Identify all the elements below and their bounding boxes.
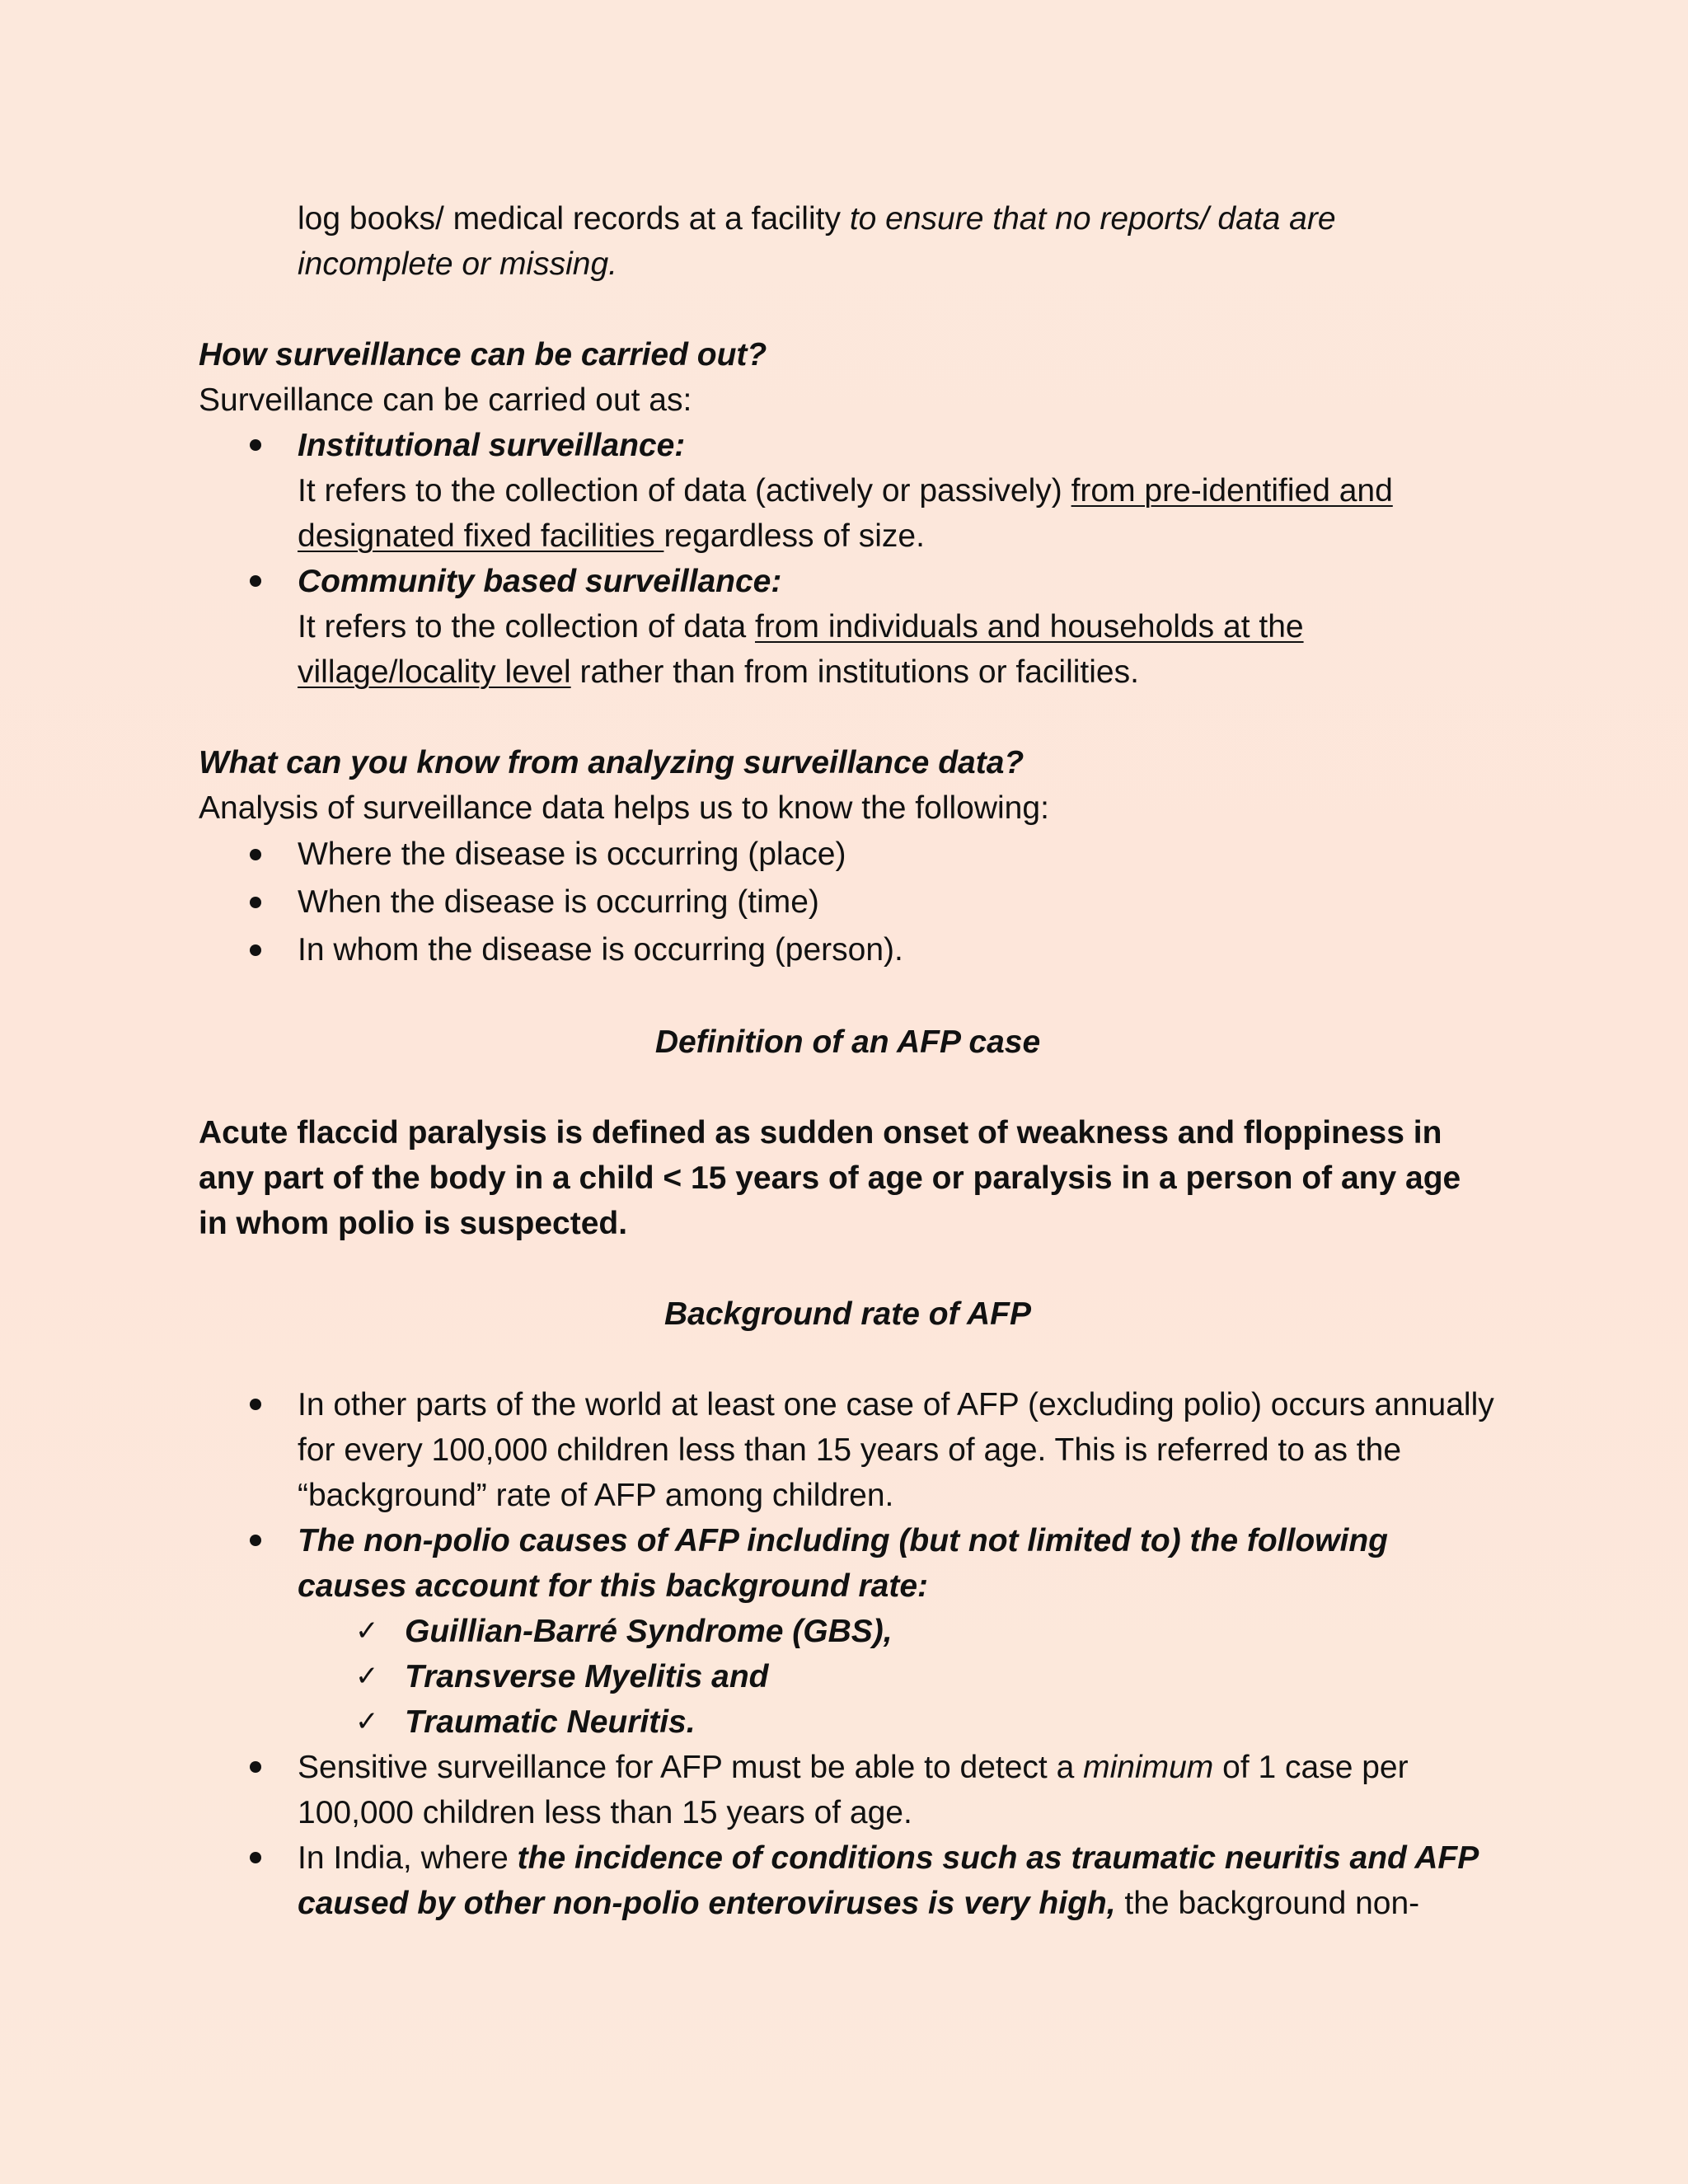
body-text: It refers to the collection of data (actively or passively) (298, 473, 1071, 509)
list-item-text: In India, where (298, 1840, 518, 1876)
list-item-body (298, 604, 1497, 695)
checkmark-icon: ✓ (355, 1705, 379, 1738)
bullet-icon (250, 1761, 261, 1773)
intro-italic-text: to ensure that no reports/ data are incomplete or missing. (298, 201, 1336, 282)
document-content (199, 196, 1497, 1926)
list-item (199, 1382, 1497, 1518)
definition-heading: Definition of an AFP case (654, 1024, 1041, 1060)
bullet-icon (250, 439, 261, 451)
how-list (199, 423, 1497, 695)
analysis-heading: What can you know from analyzing surveillance data? (199, 745, 1025, 780)
list-item (199, 926, 1497, 974)
causes-list (298, 1609, 1497, 1745)
analysis-lead: Analysis of surveillance data helps us to know the following: (199, 790, 1049, 826)
cause-item (298, 1654, 1497, 1699)
cause-text: Traumatic Neuritis. (405, 1704, 696, 1740)
intro-text: log books/ medical records at a facility (298, 201, 850, 237)
analysis-list (199, 831, 1497, 974)
list-item (199, 559, 1497, 695)
list-item-text: The non-polio causes of AFP including (but not limited to) the following causes account for this background rate: (298, 1523, 1388, 1604)
bullet-icon (250, 1399, 261, 1410)
body-text: regardless of size. (663, 518, 925, 554)
cause-text: Transverse Myelitis and (405, 1659, 769, 1694)
bullet-icon (250, 1535, 261, 1546)
cause-item (298, 1699, 1497, 1745)
underlined-text: from individuals and households at the village/locality level (298, 609, 1304, 690)
list-item (199, 1835, 1497, 1926)
definition-text: Acute flaccid paralysis is defined as sudden onset of weakness and floppiness in any part of the body in a child < 15 years of age or paralysis in a person of any age in whom polio is suspected. (199, 1115, 1461, 1241)
body-text: It refers to the collection of data (298, 609, 755, 644)
cause-item (298, 1609, 1497, 1654)
list-item (199, 1745, 1497, 1835)
checkmark-icon: ✓ (355, 1615, 379, 1647)
cause-text: Guillian-Barré Syndrome (GBS), (405, 1614, 893, 1649)
list-item (199, 423, 1497, 559)
checkmark-icon: ✓ (355, 1660, 379, 1693)
list-item-text: When the disease is occurring (time) (298, 884, 819, 920)
list-item (199, 831, 1497, 879)
underlined-text: from pre-identified and designated fixed facilities (298, 473, 1393, 554)
list-item-text: In other parts of the world at least one case of AFP (excluding polio) occurs annually for every 100,000 children less than 15 years of age. This is referred to as the “background” rate of AFP among children. (298, 1387, 1494, 1513)
bullet-icon (250, 575, 261, 587)
body-text: rather than from institutions or facilities. (570, 654, 1139, 690)
how-heading: How surveillance can be carried out? (199, 337, 767, 373)
list-item (199, 1518, 1497, 1745)
list-item-text: In whom the disease is occurring (person). (298, 932, 903, 968)
list-item-text: of 1 case per 100,000 children less than 15 years of age. (298, 1750, 1409, 1830)
list-item-text: Where the disease is occurring (place) (298, 837, 846, 872)
background-list (199, 1382, 1497, 1926)
bullet-icon (250, 944, 261, 956)
list-item-body (298, 468, 1497, 559)
list-item-title: Community based surveillance: (298, 564, 782, 599)
bullet-icon (250, 1852, 261, 1863)
intro-paragraph (199, 196, 1497, 287)
bold-italic-text: the incidence of conditions such as traumatic neuritis and AFP caused by other non-polio enteroviruses is very high, (298, 1840, 1478, 1921)
bullet-icon (250, 897, 261, 908)
how-lead: Surveillance can be carried out as: (199, 382, 692, 418)
list-item-text: the background non- (1115, 1886, 1420, 1921)
background-heading: Background rate of AFP (664, 1296, 1031, 1332)
list-item-title: Institutional surveillance: (298, 428, 686, 463)
bullet-icon (250, 849, 261, 860)
list-item (199, 879, 1497, 926)
italic-text: minimum (1083, 1750, 1214, 1785)
list-item-text: Sensitive surveillance for AFP must be able to detect a (298, 1750, 1084, 1785)
